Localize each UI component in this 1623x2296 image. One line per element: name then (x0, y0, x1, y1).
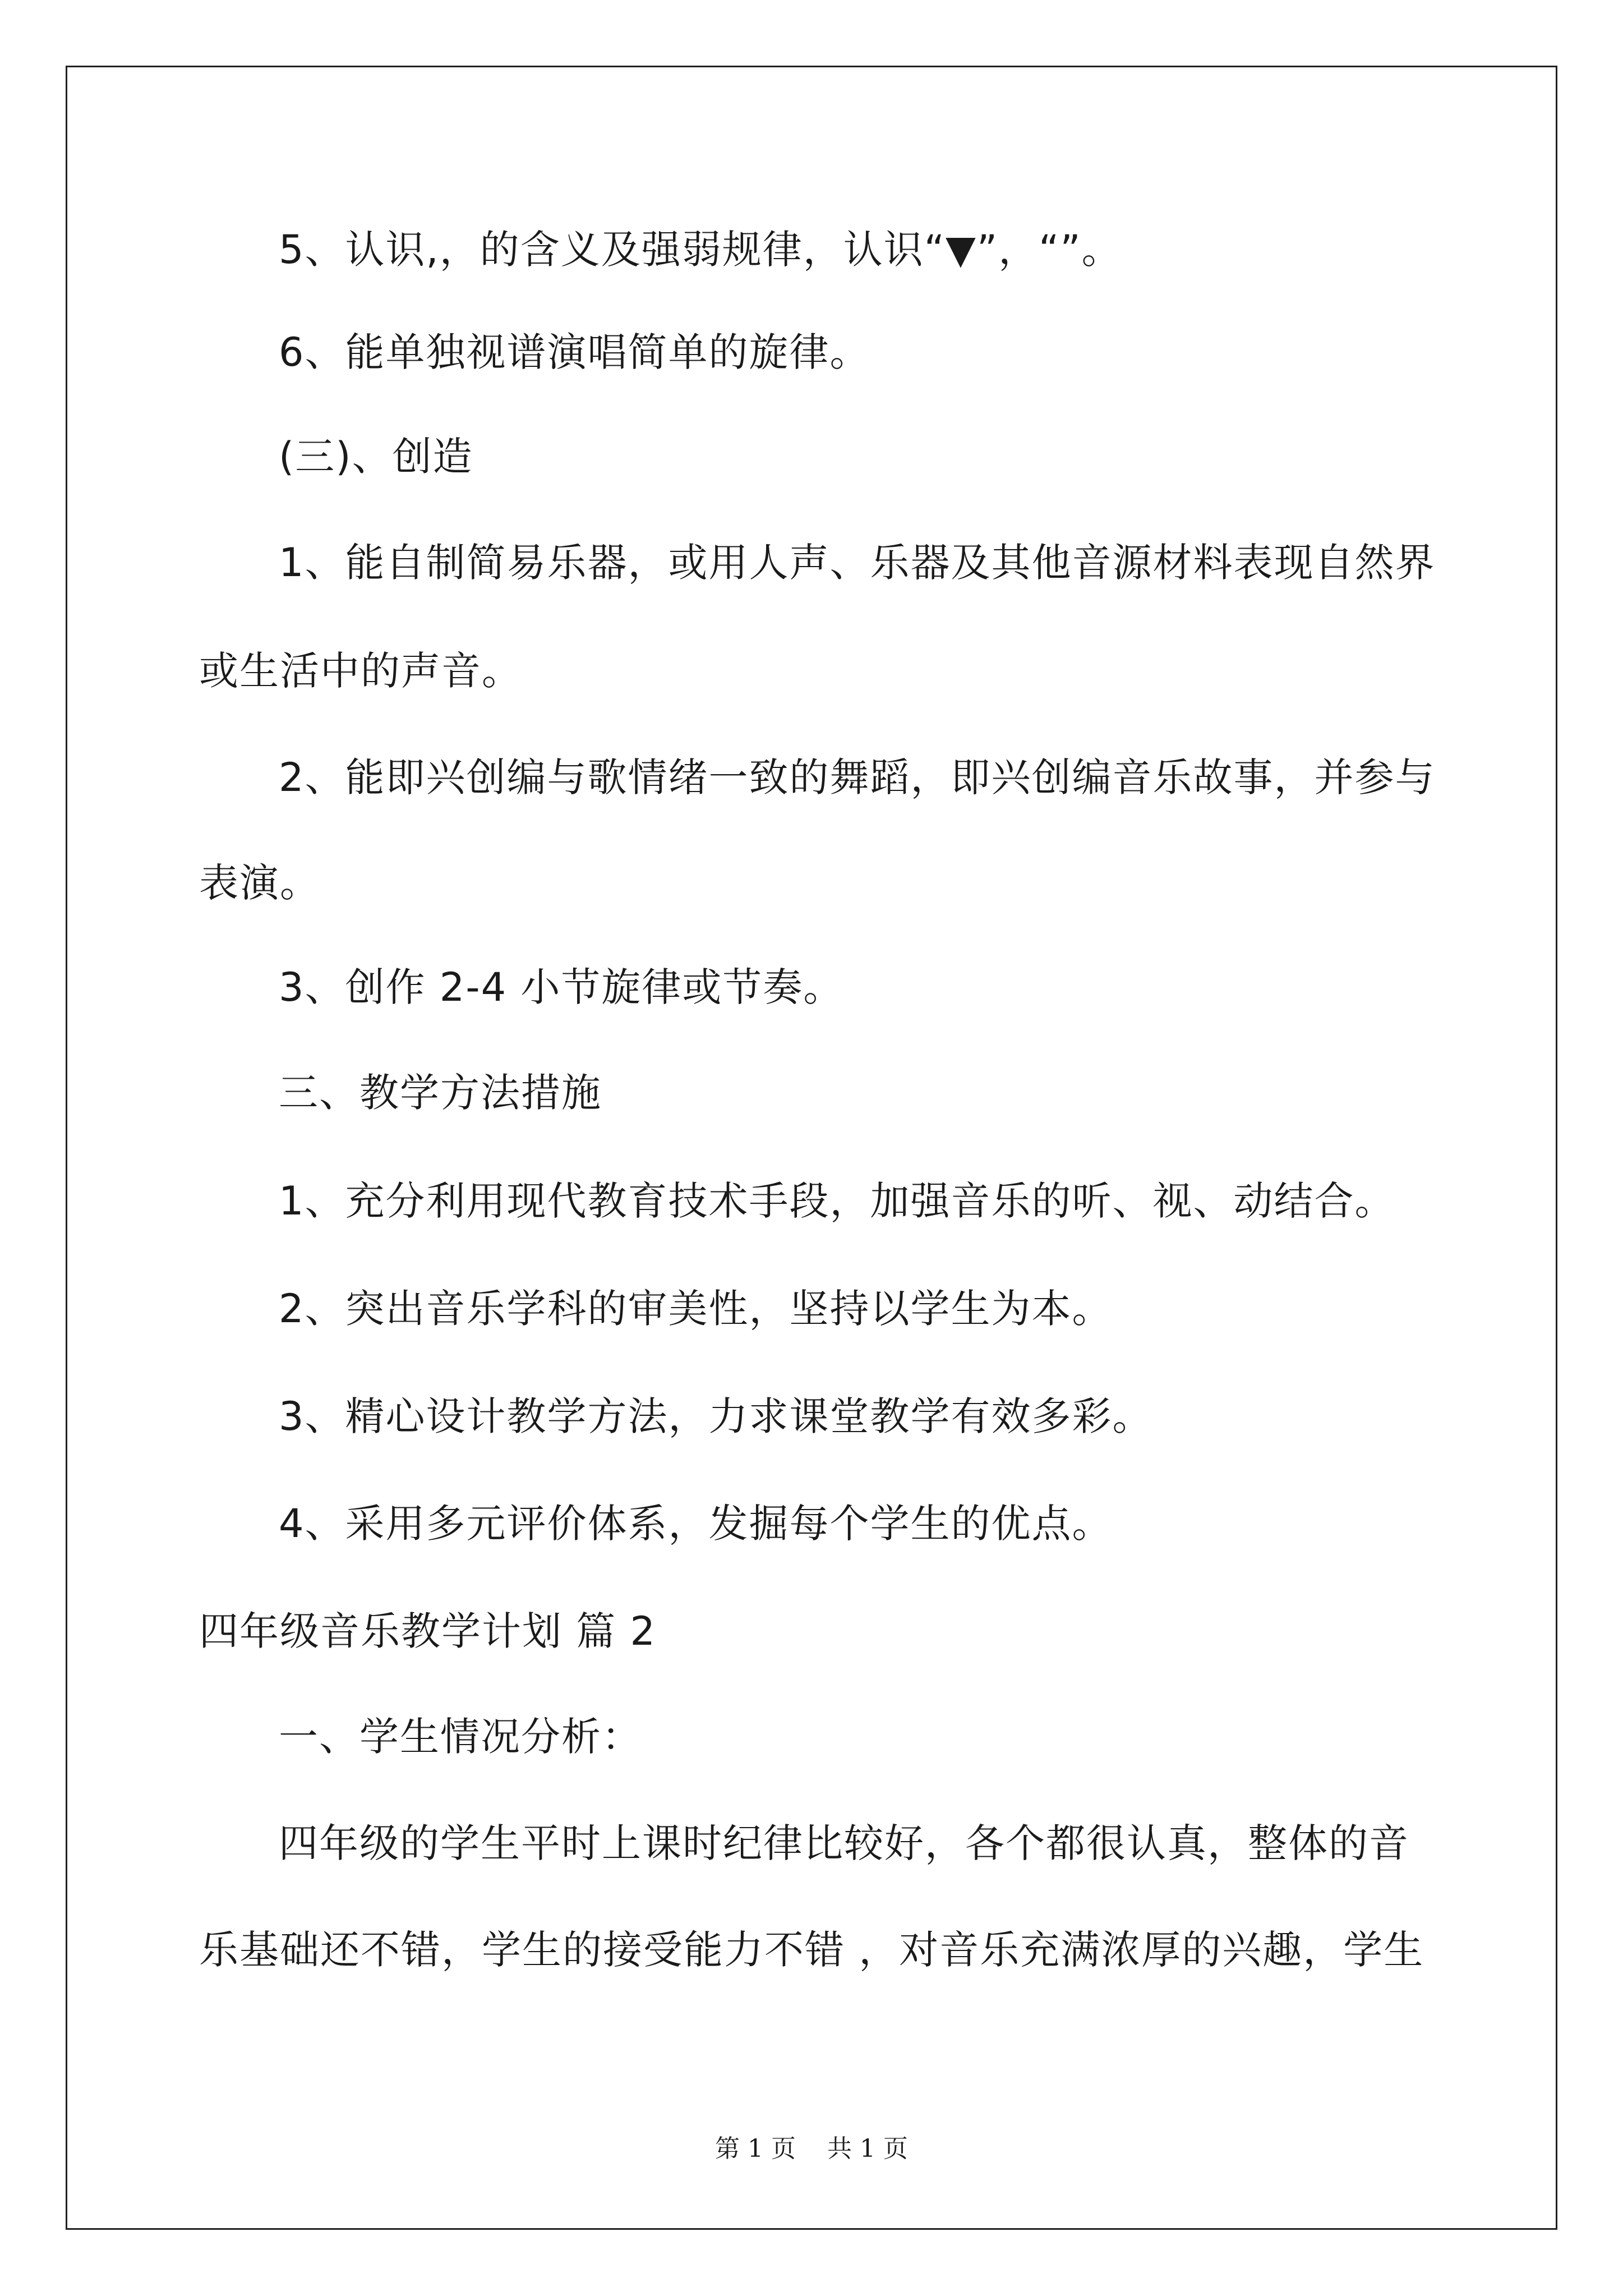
text-line: 2、能即兴创编与歌情绪一致的舞蹈，即兴创编音乐故事，并参与 (279, 754, 1436, 800)
text-line: 乐基础还不错，学生的接受能力不错 ，对音乐充满浓厚的兴趣，学生 (199, 1927, 1424, 1973)
document-title: 四年级音乐教学计划 篇 2 (199, 1608, 657, 1654)
text-line: 6、能单独视谱演唱简单的旋律。 (279, 329, 870, 375)
section-heading: 三、教学方法措施 (279, 1070, 602, 1116)
text-line: 1、能自制简易乐器，或用人声、乐器及其他音源材料表现自然界 (279, 540, 1436, 586)
text-line: (三)、创造 (279, 434, 473, 480)
page-footer (0, 2133, 1623, 2165)
text-line: 4、采用多元评价体系，发掘每个学生的优点。 (279, 1501, 1113, 1547)
page-border (66, 66, 1557, 2230)
text-line: 1、充分利用现代教育技术手段，加强音乐的听、视、动结合。 (279, 1178, 1395, 1224)
text-line: 表演。 (199, 860, 320, 906)
text-line: 3、创作 2-4 小节旋律或节奏。 (279, 964, 844, 1010)
text-line: 3、精心设计教学方法，力求课堂教学有效多彩。 (279, 1393, 1153, 1439)
section-heading: 一、学生情况分析： (279, 1714, 642, 1760)
page-total: 共 1 页 (827, 2134, 908, 2163)
text-line: 或生活中的声音。 (199, 648, 522, 694)
text-line: 2、突出音乐学科的审美性，坚持以学生为本。 (279, 1286, 1113, 1332)
text-line: 四年级的学生平时上课时纪律比较好，各个都很认真，整体的音 (279, 1820, 1409, 1866)
text-line: 5、认识,，的含义及强弱规律，认识“▼”，“”。 (279, 227, 1122, 273)
page-number: 第 1 页 (715, 2134, 796, 2163)
